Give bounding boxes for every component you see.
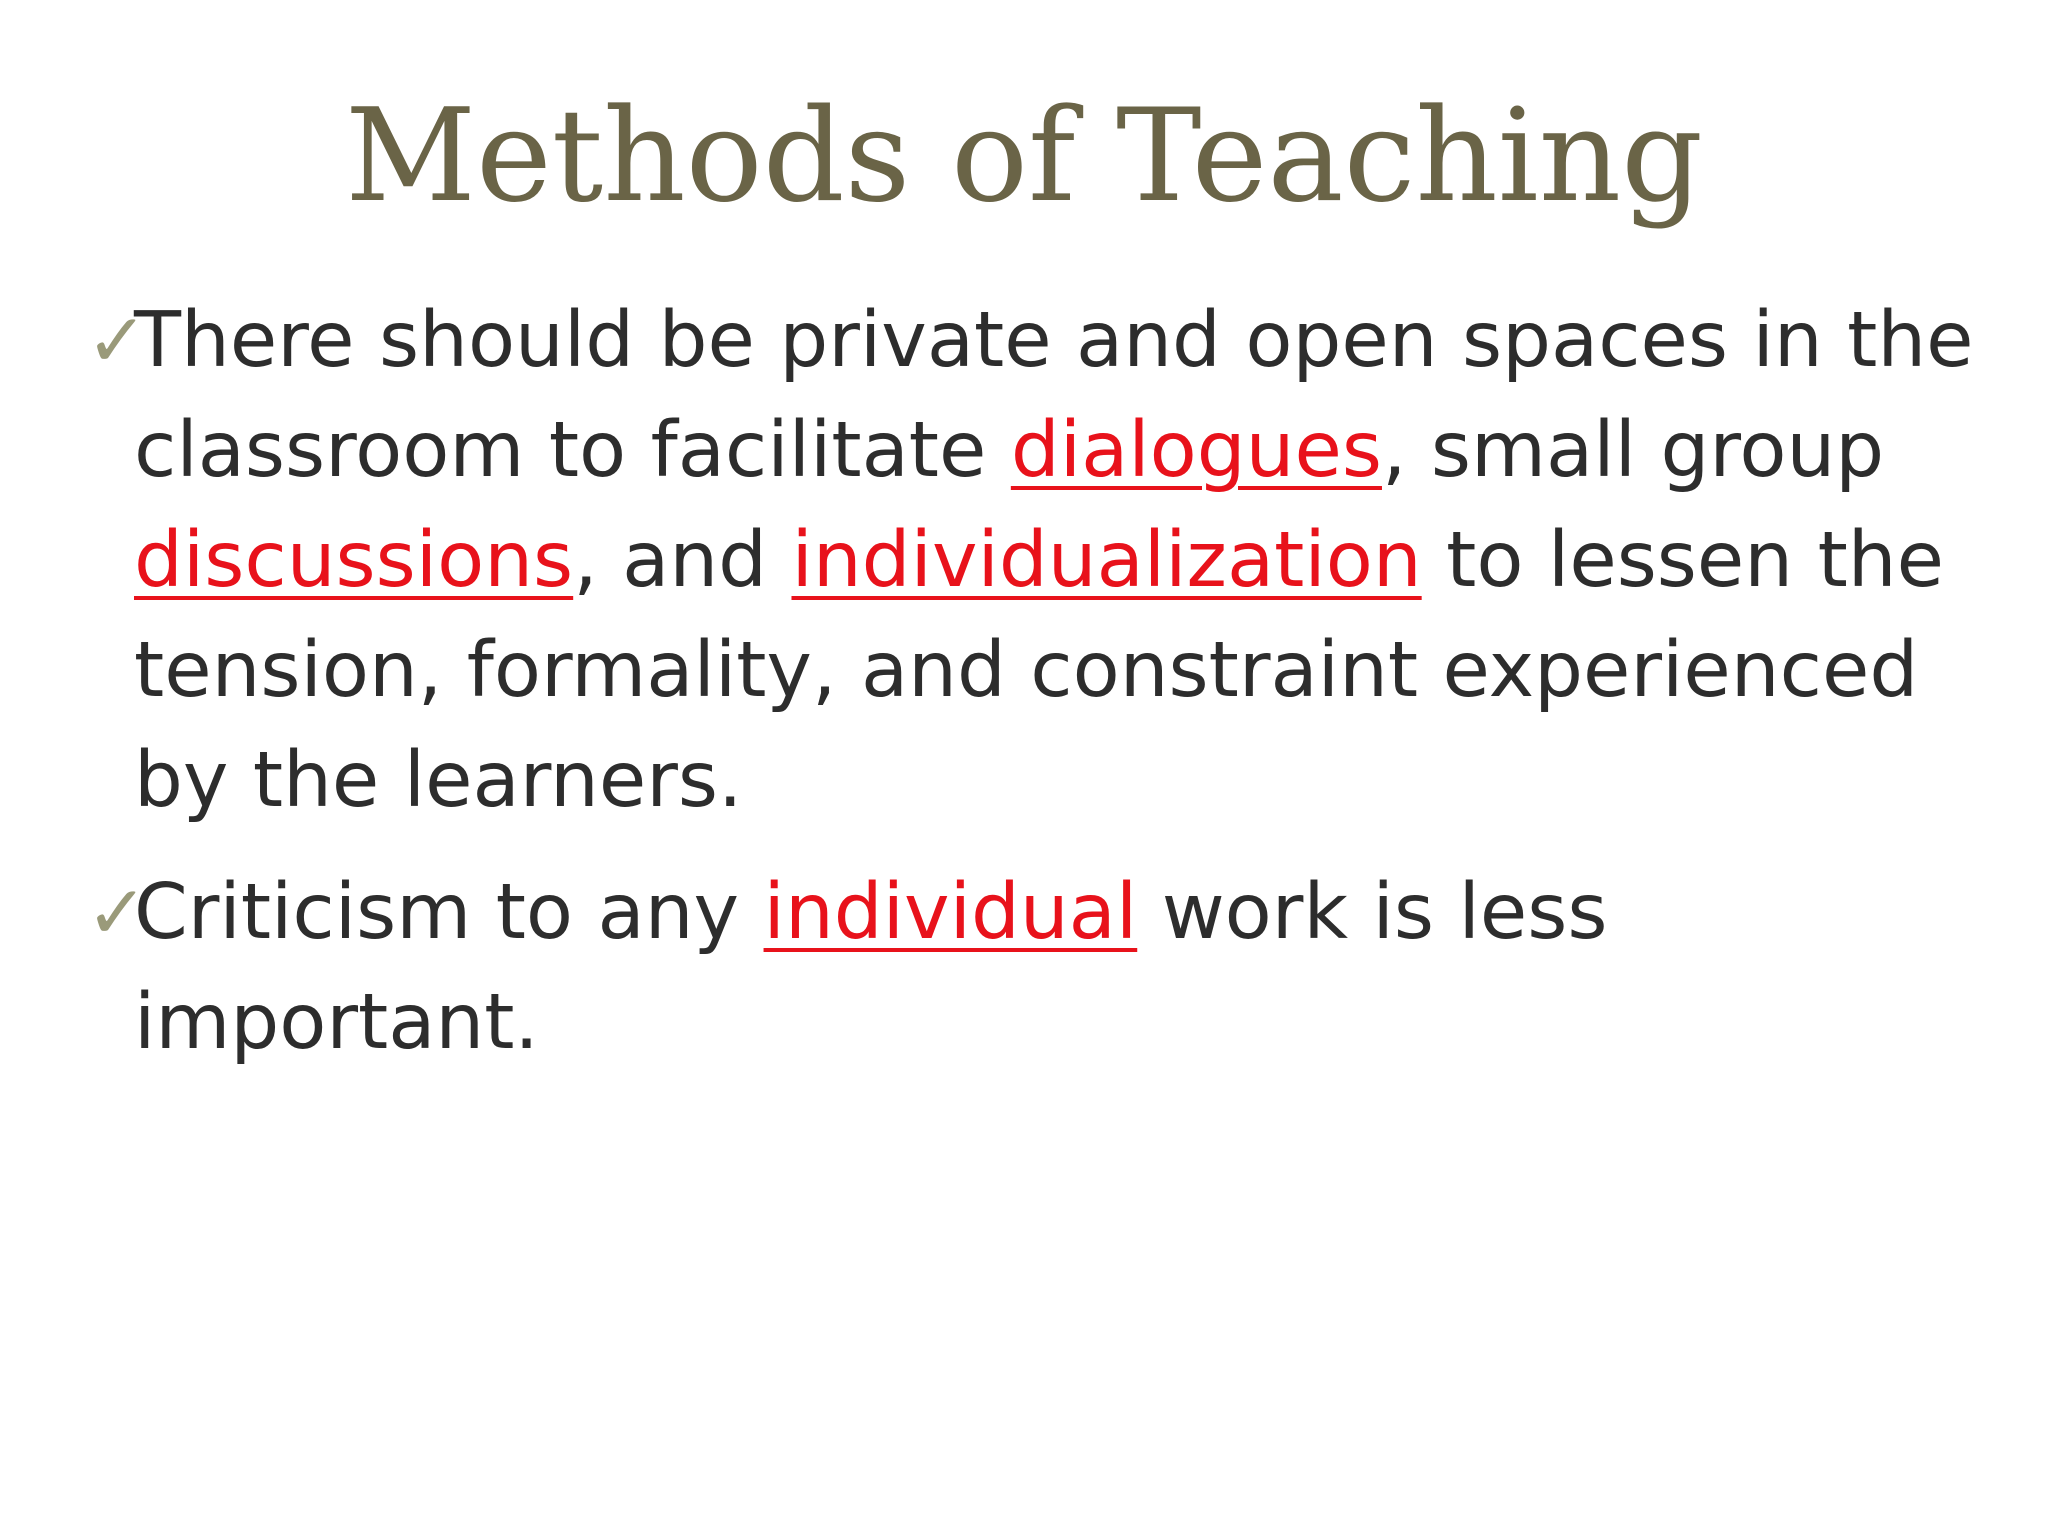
- bullet-text-segment: There should be private and open spaces in the classroom to facilitate: [134, 296, 1974, 495]
- bullet-item: [86, 286, 2006, 836]
- highlighted-term: individualization: [791, 516, 1422, 605]
- bullet-text-segment: , small group: [1381, 406, 1885, 495]
- highlighted-term: dialogues: [1010, 406, 1382, 495]
- bullet-text-segment: to lessen the tension, formality, and constraint experienced by the learners.: [134, 516, 1944, 825]
- bullet-item: [86, 858, 2006, 1078]
- bullet-list: [86, 286, 2006, 1100]
- checkmark-icon: ✓: [86, 870, 149, 956]
- bullet-text-segment: work is less important.: [134, 868, 1608, 1067]
- checkmark-icon: ✓: [86, 298, 149, 384]
- bullet-text-segment: Criticism to any: [134, 868, 764, 957]
- bullet-text-segment: , and: [573, 516, 792, 605]
- slide-title: Methods of Teaching: [344, 82, 1704, 231]
- highlighted-term: discussions: [134, 516, 574, 605]
- highlighted-term: individual: [763, 868, 1138, 957]
